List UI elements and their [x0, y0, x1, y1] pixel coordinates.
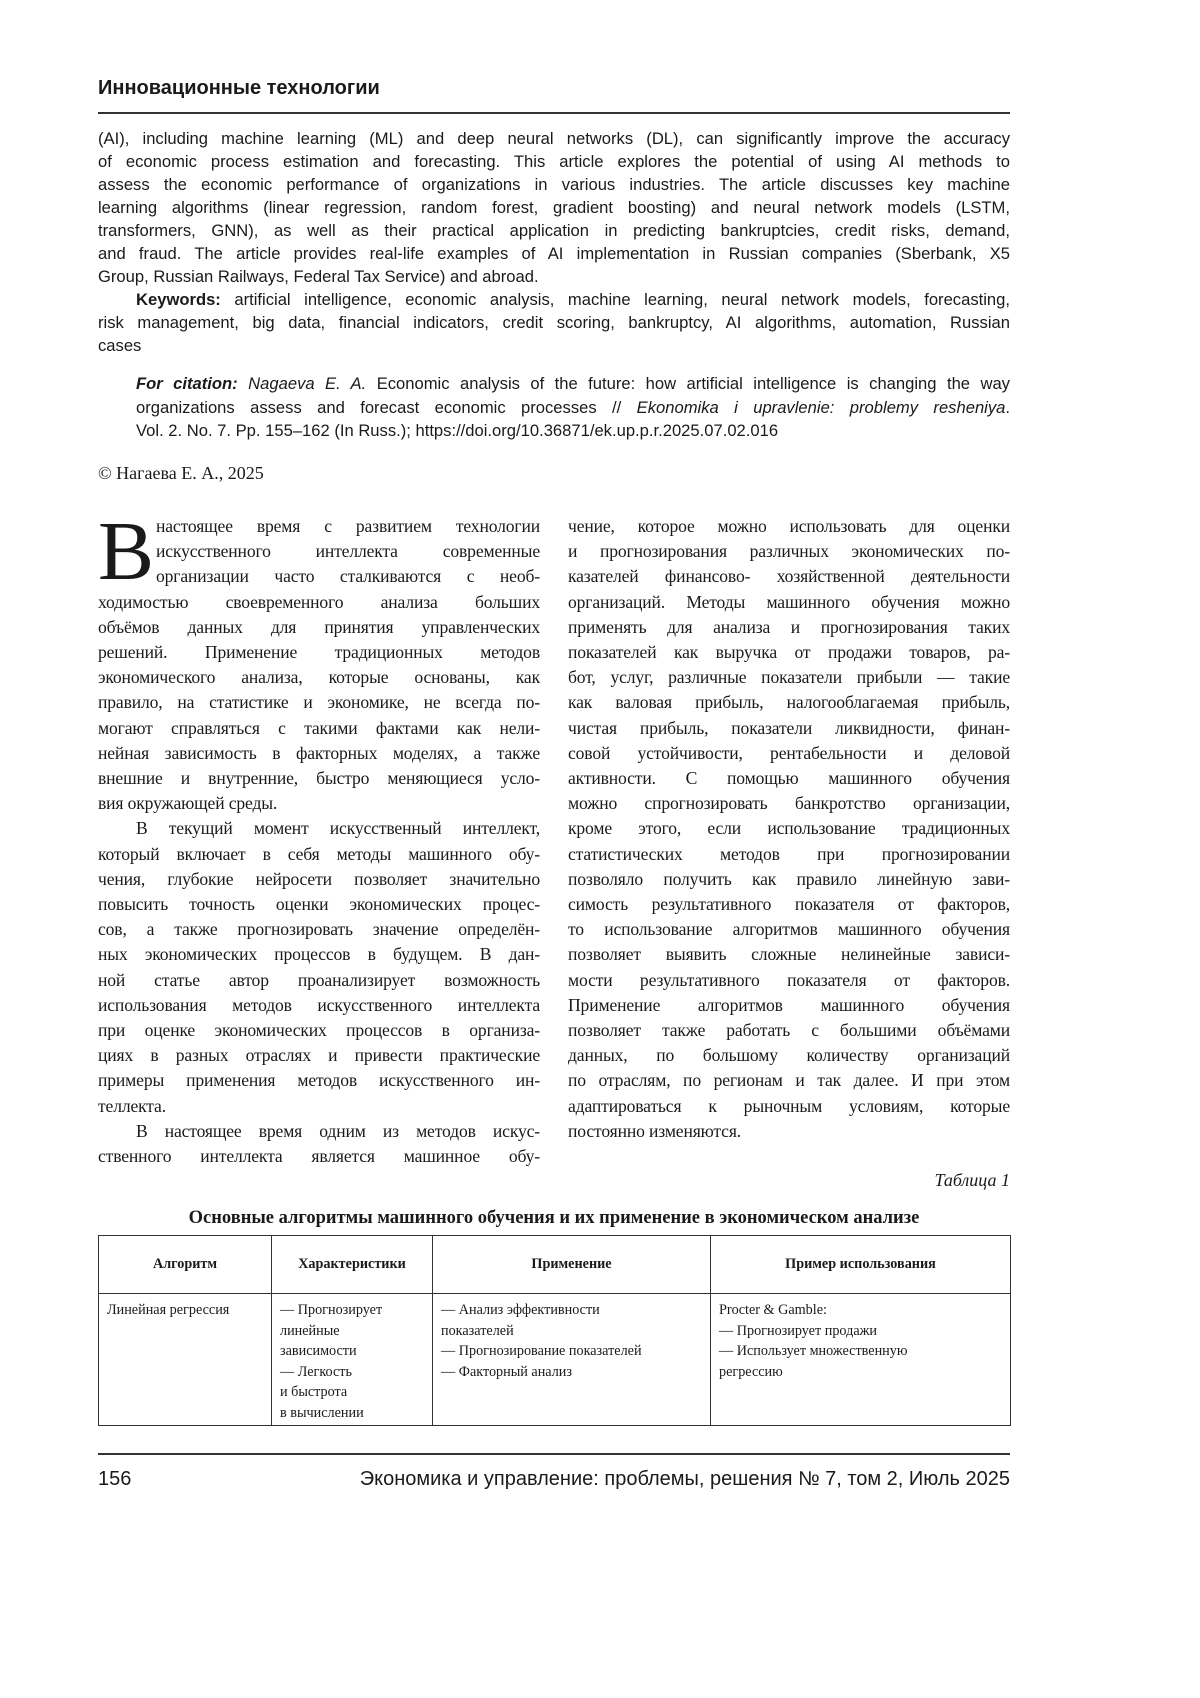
cell-line: — Использует множественную — [719, 1341, 1002, 1362]
body-line: чистая прибыль, показатели ликвидности, финан- — [568, 716, 1010, 741]
copyright: © Нагаева Е. А., 2025 — [98, 463, 264, 484]
body-line: как валовая прибыль, налогооблагаемая прибыль, — [568, 690, 1010, 715]
drop-cap: В — [98, 512, 154, 592]
body-line: экономического анализа, которые основаны, как — [98, 665, 540, 690]
table-cell — [272, 1294, 433, 1426]
keywords-label: Keywords: — [136, 290, 221, 309]
cell-line: и быстрота — [280, 1382, 424, 1403]
cell-line: зависимости — [280, 1341, 424, 1362]
body-line: искусственного интеллекта современные — [98, 539, 540, 564]
table-row — [99, 1294, 1011, 1426]
body-line: могают справляться с такими фактами как нели- — [98, 716, 540, 741]
citation-line1: Economic analysis of the future: how artificial intelligence is changing the way — [377, 374, 1010, 393]
table-header-row — [99, 1236, 1011, 1294]
body-line: позволяет также работать с большими объёмами — [568, 1018, 1010, 1043]
body-line: ной статье автор проанализирует возможность — [98, 968, 540, 993]
body-line: примеры применения методов искусственного ин- — [98, 1068, 540, 1093]
footer-rule — [98, 1453, 1010, 1455]
body-line: сов, а также прогнозировать значение определён- — [98, 917, 540, 942]
body-line: В текущий момент искусственный интеллект, — [98, 816, 540, 841]
cell-line: — Прогнозирует — [280, 1300, 424, 1321]
cell-line: показателей — [441, 1321, 702, 1342]
body-line: симость результативного показателя от факторов, — [568, 892, 1010, 917]
body-line: решений. Применение традиционных методов — [98, 640, 540, 665]
cell-line: в вычислении — [280, 1403, 424, 1424]
body-line: нейная зависимость в факторных моделях, а также — [98, 741, 540, 766]
body-line: можно спрогнозировать банкротство организации, — [568, 791, 1010, 816]
abstract-line: of economic process estimation and forecasting. This article explores the potential of using AI methods to — [98, 150, 1010, 173]
body-line: вия окружающей среды. — [98, 791, 540, 816]
col-header-example: Пример использования — [711, 1236, 1011, 1294]
journal-title: Экономика и управление: проблемы, решения № 7, том 2, Июль 2025 — [360, 1468, 1010, 1491]
body-line: адаптироваться к рыночным условиям, которые — [568, 1094, 1010, 1119]
body-line: показателей как выручка от продажи товаров, ра- — [568, 640, 1010, 665]
body-column-left — [98, 514, 540, 1169]
keywords-line: risk management, big data, financial indicators, credit scoring, bankruptcy, AI algorithms, automation, Russian — [98, 311, 1010, 334]
body-line: В настоящее время одним из методов искус- — [98, 1119, 540, 1144]
body-line: кроме этого, если использование традиционных — [568, 816, 1010, 841]
abstract-line: (AI), including machine learning (ML) and deep neural networks (DL), can significantly improve the accuracy — [98, 127, 1010, 150]
abstract — [98, 127, 1010, 357]
page-number: 156 — [98, 1468, 131, 1491]
abstract-line: transformers, GNN), as well as their practical application in predicting bankruptcies, credit risks, demand, — [98, 219, 1010, 242]
body-line: позволяло получить как правило линейную зави- — [568, 867, 1010, 892]
body-line: который включает в себя методы машинного обу- — [98, 842, 540, 867]
body-line: ходимостью своевременного анализа больших — [98, 590, 540, 615]
body-line: правило, на статистике и экономике, не всегда по- — [98, 690, 540, 715]
col-header-characteristics: Характеристики — [272, 1236, 433, 1294]
body-line: данных, по большому количеству организаций — [568, 1043, 1010, 1068]
body-line: чение, которое можно использовать для оценки — [568, 514, 1010, 539]
body-line: использования методов искусственного интеллекта — [98, 993, 540, 1018]
citation-journal: Ekonomika i upravlenie: problemy resheniya — [637, 398, 1006, 417]
body-line: бот, услуг, различные показатели прибыли — такие — [568, 665, 1010, 690]
section-title: Инновационные технологии — [98, 77, 380, 100]
body-line: циях в разных отраслях и привести практические — [98, 1043, 540, 1068]
cell-line: — Прогнозирование показателей — [441, 1341, 702, 1362]
abstract-line: learning algorithms (linear regression, random forest, gradient boosting) and neural network models (LSTM, — [98, 196, 1010, 219]
body-column-right — [568, 514, 1010, 1144]
cell-line: — Анализ эффективности — [441, 1300, 702, 1321]
body-line: статистических методов при прогнозировании — [568, 842, 1010, 867]
cell-line: — Легкость — [280, 1362, 424, 1383]
body-line: внешние и внутренние, быстро меняющиеся усло- — [98, 766, 540, 791]
table-cell — [99, 1294, 272, 1426]
col-header-application: Применение — [433, 1236, 711, 1294]
body-line: Применение алгоритмов машинного обучения — [568, 993, 1010, 1018]
body-line: совой устойчивости, рентабельности и деловой — [568, 741, 1010, 766]
citation-line3: Vol. 2. No. 7. Pp. 155–162 (In Russ.); https://doi.org/10.36871/ek.up.p.r.2025.07.02.016 — [136, 419, 1010, 443]
body-line: настоящее время с развитием технологии — [98, 514, 540, 539]
body-line: повысить точность оценки экономических процес- — [98, 892, 540, 917]
keywords-line: cases — [98, 334, 1010, 357]
cell-line: — Факторный анализ — [441, 1362, 702, 1383]
table-cell — [433, 1294, 711, 1426]
keywords-line — [98, 288, 1010, 311]
body-line: организаций. Методы машинного обучения можно — [568, 590, 1010, 615]
body-line: объёмов данных для принятия управленческих — [98, 615, 540, 640]
body-line: казателей финансово- хозяйственной деятельности — [568, 564, 1010, 589]
body-line: то использование алгоритмов машинного обучения — [568, 917, 1010, 942]
body-line: и прогнозирования различных экономических по- — [568, 539, 1010, 564]
body-line: мости результативного показателя от факторов. — [568, 968, 1010, 993]
abstract-line: and fraud. The article provides real-life examples of AI implementation in Russian companies (Sberbank, X5 — [98, 242, 1010, 265]
body-line: активности. С помощью машинного обучения — [568, 766, 1010, 791]
header-rule — [98, 112, 1010, 114]
body-line: при оценке экономических процессов в организа- — [98, 1018, 540, 1043]
body-line: позволяет выявить сложные нелинейные зависи- — [568, 942, 1010, 967]
body-line: ных экономических процессов в будущем. В дан- — [98, 942, 540, 967]
abstract-line: Group, Russian Railways, Federal Tax Service) and abroad. — [98, 265, 1010, 288]
citation-period: . — [1005, 398, 1010, 417]
citation-label: For citation: — [136, 374, 238, 393]
cell-line: — Прогнозирует продажи — [719, 1321, 1002, 1342]
citation-author: Nagaeva E. A. — [248, 374, 366, 393]
body-line: постоянно изменяются. — [568, 1119, 1010, 1144]
body-line: организации часто сталкиваются с необ- — [98, 564, 540, 589]
cell-line: Procter & Gamble: — [719, 1300, 1002, 1321]
body-line: применять для анализа и прогнозирования таких — [568, 615, 1010, 640]
cell-line: линейные — [280, 1321, 424, 1342]
citation-line2: organizations assess and forecast economic processes // — [136, 398, 637, 417]
col-header-algorithm: Алгоритм — [99, 1236, 272, 1294]
table-label: Таблица 1 — [934, 1170, 1010, 1191]
body-line: теллекта. — [98, 1094, 540, 1119]
table-cell — [711, 1294, 1011, 1426]
citation — [136, 372, 1010, 443]
body-line: по отраслям, по регионам и так далее. И при этом — [568, 1068, 1010, 1093]
cell-line: регрессию — [719, 1362, 1002, 1383]
abstract-line: assess the economic performance of organizations in various industries. The article discusses key machine — [98, 173, 1010, 196]
cell-line: Линейная регрессия — [107, 1300, 263, 1321]
table-title: Основные алгоритмы машинного обучения и их применение в экономическом анализе — [98, 1208, 1010, 1229]
body-line: чения, глубокие нейросети позволяет значительно — [98, 867, 540, 892]
algorithms-table — [98, 1235, 1011, 1426]
body-line: ственного интеллекта является машинное обу- — [98, 1144, 540, 1169]
keywords-text: artificial intelligence, economic analysis, machine learning, neural network models, forecasting, — [234, 290, 1010, 309]
